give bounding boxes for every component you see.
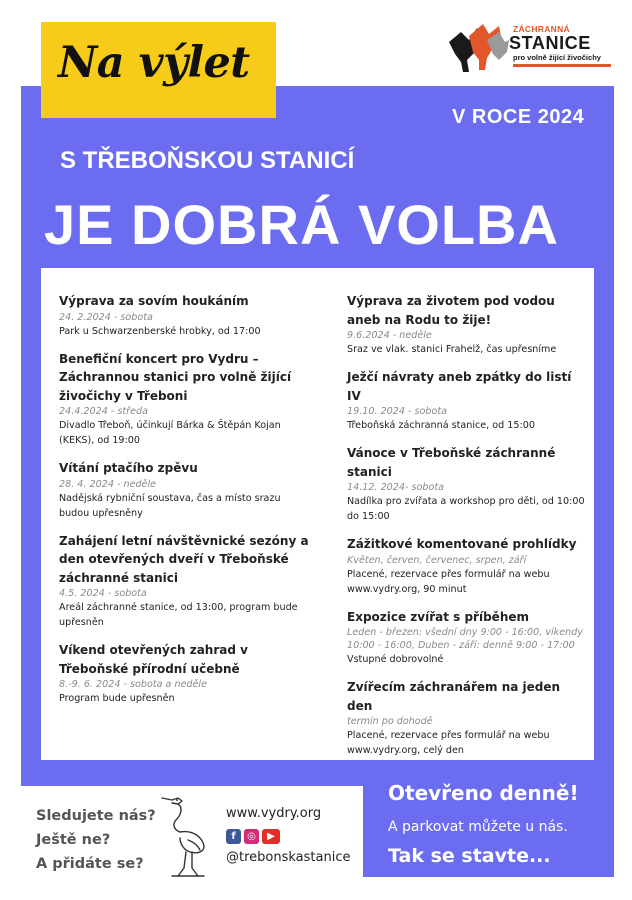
event-date: 14.12. 2024- sobota — [347, 482, 444, 493]
event-detail: Nadějská rybniční soustava, čas a místo srazu budou upřesněny — [59, 492, 281, 519]
visit-cta: Tak se stavte... — [388, 845, 551, 867]
social-icons — [226, 829, 280, 844]
events-column-right — [347, 292, 587, 769]
event-detail: Placené, rezervace přes formulář na webu www.vydry.org, 90 minut — [347, 568, 550, 595]
event-title: Expozice zvířat s příběhem — [347, 609, 530, 624]
event-title: Zážitkové komentované prohlídky — [347, 537, 577, 551]
event-date: 19.10. 2024 - sobota — [347, 406, 448, 417]
events-box — [41, 268, 594, 760]
event-item — [347, 444, 587, 524]
parking-text: A parkovat můžete u nás. — [388, 819, 568, 835]
website-link[interactable]: www.vydry.org — [226, 806, 322, 821]
logo-top-line: ZÁCHRANNÁ — [513, 24, 570, 34]
heron-illustration-icon — [158, 792, 210, 880]
event-title: Vánoce v Třeboňské záchranné stanici — [347, 446, 556, 479]
event-detail: Park u Schwarzenberské hrobky, od 17:00 — [59, 325, 261, 337]
event-title: Vítání ptačího zpěvu — [59, 461, 198, 475]
follow-line-2: Ještě ne? — [36, 832, 111, 848]
facebook-icon[interactable]: f — [226, 829, 241, 844]
event-title: Víkend otevřených zahrad v Třeboňské přírodní učebně — [59, 643, 248, 676]
open-daily-title: Otevřeno denně! — [388, 781, 579, 805]
event-title: Zahájení letní návštěvnické sezóny a den otevřených dveří v Třeboňské záchranné stanici — [59, 533, 309, 585]
station-logo — [447, 20, 617, 76]
logo-orange-bar — [513, 64, 611, 67]
logo-subtitle: pro volně žijící živočichy — [513, 53, 601, 62]
event-title: Ježčí návraty aneb zpátky do listí IV — [347, 370, 572, 403]
event-date: 24.4.2024 - středa — [59, 406, 148, 417]
birds-logo-icon — [447, 22, 511, 74]
event-title: Zvířecím záchranářem na jeden den — [347, 680, 561, 713]
event-detail: Sraz ve vlak. stanici Frahelž, čas upřesníme — [347, 344, 557, 355]
event-date: termín po dohodě — [347, 716, 433, 727]
badge-title: Na výlet — [58, 38, 250, 88]
event-date: 24. 2.2024 - sobota — [59, 311, 153, 323]
event-detail: Nadílka pro zvířata a workshop pro děti, od 10:00 do 15:00 — [347, 496, 585, 522]
event-item — [347, 535, 587, 597]
event-date: 4.5. 2024 - sobota — [59, 588, 147, 599]
logo-name: STANICE — [509, 33, 591, 53]
subtitle: S TŘEBOŇSKOU STANICÍ — [60, 147, 355, 174]
event-date: Leden - březen: všední dny 9:00 - 16:00, víkendy 10:00 - 16:00, Duben - září: denně 9:00 - 17:00 — [347, 627, 583, 651]
events-column-left — [59, 292, 309, 717]
event-title: Výprava za životem pod vodou aneb na Rodu to žije! — [347, 294, 555, 327]
event-date: Květen, červen, červenec, srpen, září — [347, 554, 527, 566]
event-item — [59, 350, 309, 449]
event-date: 8.-9. 6. 2024 - sobota a neděle — [59, 679, 207, 690]
event-item — [59, 532, 309, 631]
event-item — [347, 368, 587, 433]
youtube-icon[interactable]: ▶ — [262, 829, 280, 844]
event-item — [347, 292, 587, 357]
event-item — [347, 608, 587, 668]
event-item — [59, 641, 309, 706]
event-detail: Placené, rezervace přes formulář na webu www.vydry.org, celý den — [347, 730, 550, 756]
event-item — [347, 678, 587, 758]
event-item — [59, 292, 309, 339]
follow-line-3: A přidáte se? — [36, 856, 144, 872]
follow-us-text — [36, 804, 156, 876]
event-detail: Vstupné dobrovolné — [347, 654, 444, 665]
event-detail: Areál záchranné stanice, od 13:00, program bude upřesněn — [59, 602, 298, 628]
headline: JE DOBRÁ VOLBA — [44, 193, 559, 256]
event-detail: Program bude upřesněn — [59, 693, 175, 704]
instagram-icon[interactable]: ◎ — [244, 829, 259, 844]
event-title: Benefiční koncert pro Vydru – Záchrannou stanici pro volně žijící živočichy v Třeboni — [59, 351, 292, 403]
event-date: 28. 4. 2024 - neděle — [59, 478, 157, 490]
event-date: 9.6.2024 - neděle — [347, 330, 432, 341]
event-title: Výprava za sovím houkáním — [59, 294, 249, 308]
year-label: V ROCE 2024 — [452, 106, 585, 128]
event-detail: Divadlo Třeboň, účinkují Bárka & Štěpán Kojan (KEKS), od 19:00 — [59, 420, 281, 446]
event-detail: Třeboňská záchranná stanice, od 15:00 — [347, 420, 535, 431]
social-handle[interactable]: @trebonskastanice — [226, 850, 351, 865]
follow-line-1: Sledujete nás? — [36, 808, 156, 824]
event-item — [59, 459, 309, 521]
